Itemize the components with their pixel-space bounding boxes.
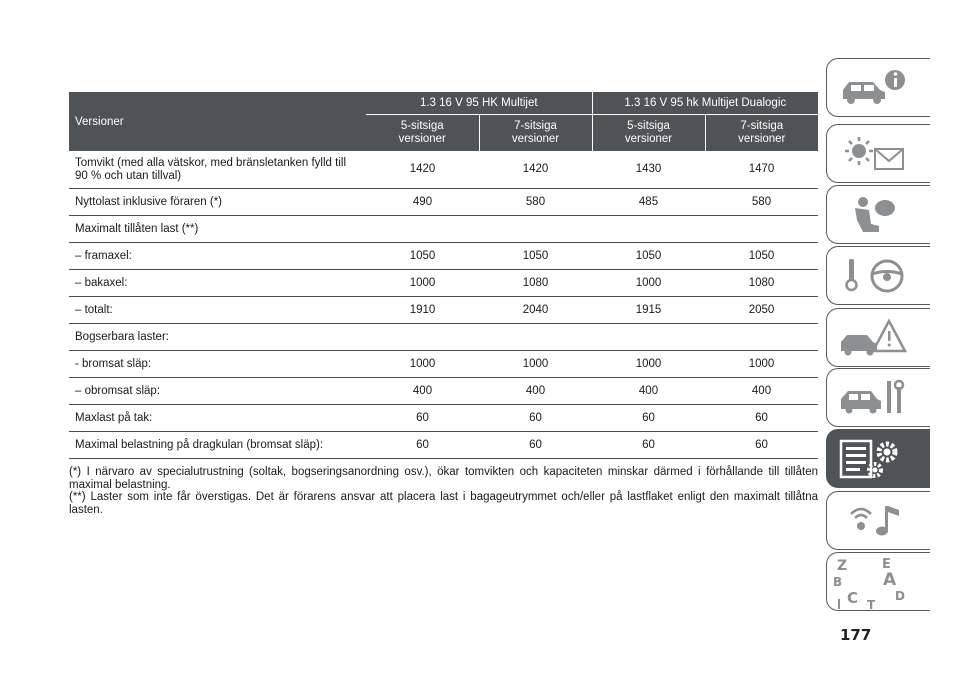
cell-value: 60 xyxy=(479,405,592,432)
index-letter: A xyxy=(883,570,897,590)
cell-value: 1470 xyxy=(705,151,818,189)
cell-value: 1050 xyxy=(366,243,479,270)
tab-starting-driving[interactable] xyxy=(826,246,930,305)
specifications-table-container xyxy=(69,92,818,459)
cell-value xyxy=(366,216,479,243)
row-label: – totalt: xyxy=(69,297,366,324)
index-letter: Z xyxy=(837,558,848,574)
cell-value: 400 xyxy=(705,378,818,405)
cell-value: 490 xyxy=(366,189,479,216)
cell-value: 400 xyxy=(592,378,705,405)
cell-value: 1080 xyxy=(479,270,592,297)
cell-value: 60 xyxy=(592,405,705,432)
cell-value: 485 xyxy=(592,189,705,216)
cell-value xyxy=(479,324,592,351)
alphabetical-index-icon xyxy=(827,553,931,612)
cell-value: 400 xyxy=(366,378,479,405)
cell-value: 60 xyxy=(479,432,592,459)
table-row xyxy=(69,351,818,378)
tab-emergency[interactable] xyxy=(826,308,930,367)
cell-value: 1000 xyxy=(592,270,705,297)
cell-value: 1915 xyxy=(592,297,705,324)
index-letter: E xyxy=(882,557,891,572)
table-row xyxy=(69,270,818,297)
row-label: – obromsat släp: xyxy=(69,378,366,405)
row-label: Maximal belastning på dragkulan (bromsat släp): xyxy=(69,432,366,459)
cell-value: 1050 xyxy=(592,243,705,270)
cell-value: 1080 xyxy=(705,270,818,297)
cell-value: 1430 xyxy=(592,151,705,189)
table-row xyxy=(69,151,818,189)
cell-value: 60 xyxy=(366,432,479,459)
row-label: Bogserbara laster: xyxy=(69,324,366,351)
header-versions-label: Versioner xyxy=(69,92,366,151)
cell-value xyxy=(705,216,818,243)
tab-maintenance[interactable] xyxy=(826,368,930,427)
table-row xyxy=(69,243,818,270)
table-row xyxy=(69,297,818,324)
row-label: Nyttolast inklusive föraren (*) xyxy=(69,189,366,216)
index-letter: T xyxy=(867,598,876,612)
cell-value: 2050 xyxy=(705,297,818,324)
cell-value: 1000 xyxy=(592,351,705,378)
airbag-seat-icon xyxy=(827,186,931,245)
page-number: 177 xyxy=(840,626,872,644)
table-row xyxy=(69,405,818,432)
specifications-gear-icon xyxy=(827,430,931,489)
tab-multimedia[interactable] xyxy=(826,491,930,550)
cell-value: 60 xyxy=(705,432,818,459)
table-row xyxy=(69,432,818,459)
index-letter: D xyxy=(895,589,905,603)
index-letter: C xyxy=(847,589,859,607)
tab-safety[interactable] xyxy=(826,185,930,244)
cell-value xyxy=(366,324,479,351)
header-variant: 7-sitsiga versioner xyxy=(479,115,592,152)
cell-value: 2040 xyxy=(479,297,592,324)
footnotes xyxy=(69,466,818,516)
cell-value xyxy=(479,216,592,243)
cell-value: 60 xyxy=(705,405,818,432)
row-label: Maximalt tillåten last (**) xyxy=(69,216,366,243)
index-letter: B xyxy=(833,575,843,589)
cell-value: 1000 xyxy=(366,270,479,297)
row-label: Maxlast på tak: xyxy=(69,405,366,432)
car-breakdown-icon xyxy=(827,309,931,368)
header-engine-dualogic: 1.3 16 V 95 hk Multijet Dualogic xyxy=(592,92,818,115)
cell-value: 1050 xyxy=(479,243,592,270)
cell-value: 1000 xyxy=(366,351,479,378)
cell-value: 1420 xyxy=(366,151,479,189)
cell-value: 1420 xyxy=(479,151,592,189)
car-info-icon xyxy=(827,59,931,118)
row-label: – framaxel: xyxy=(69,243,366,270)
footnote-1: (*) I närvaro av specialutrustning (soltak, bogseringsanordning osv.), ökar tomvikten och kapaciteten minskar därmed i förhållande till tillåten maximal belastning. xyxy=(69,466,818,491)
cell-value xyxy=(592,324,705,351)
row-label: – bakaxel: xyxy=(69,270,366,297)
car-service-tools-icon xyxy=(827,369,931,428)
table-row xyxy=(69,189,818,216)
warning-lights-icon xyxy=(827,125,931,184)
table-row xyxy=(69,324,818,351)
cell-value: 580 xyxy=(479,189,592,216)
tab-specifications[interactable] xyxy=(826,429,930,488)
cell-value xyxy=(592,216,705,243)
tab-index[interactable] xyxy=(826,552,930,611)
weights-table xyxy=(69,92,818,459)
cell-value: 60 xyxy=(592,432,705,459)
row-label: Tomvikt (med alla vätskor, med bränsletanken fylld till 90 % och utan tillval) xyxy=(69,151,366,189)
table-row xyxy=(69,216,818,243)
cell-value xyxy=(705,324,818,351)
table-row xyxy=(69,378,818,405)
key-steering-wheel-icon xyxy=(827,247,931,306)
cell-value: 1910 xyxy=(366,297,479,324)
footnote-2: (**) Laster som inte får överstigas. Det är förarens ansvar att placera last i bagageutrymmet och/eller på lastflaket enligt den maximalt tillåtna lasten. xyxy=(69,491,818,516)
header-variant: 5-sitsiga versioner xyxy=(366,115,479,152)
cell-value: 60 xyxy=(366,405,479,432)
cell-value: 1000 xyxy=(479,351,592,378)
multimedia-music-icon xyxy=(827,492,931,551)
cell-value: 1000 xyxy=(705,351,818,378)
cell-value: 580 xyxy=(705,189,818,216)
cell-value: 400 xyxy=(479,378,592,405)
header-variant: 7-sitsiga versioner xyxy=(705,115,818,152)
row-label: - bromsat släp: xyxy=(69,351,366,378)
tab-warning-lights[interactable] xyxy=(826,124,930,183)
header-variant: 5-sitsiga versioner xyxy=(592,115,705,152)
header-engine-multijet: 1.3 16 V 95 HK Multijet xyxy=(366,92,592,115)
cell-value: 1050 xyxy=(705,243,818,270)
tab-car-info[interactable] xyxy=(826,58,930,117)
